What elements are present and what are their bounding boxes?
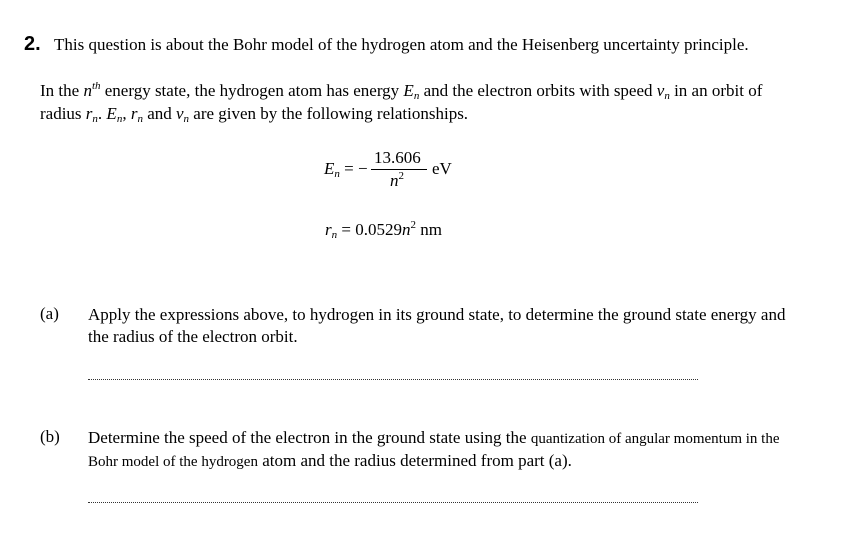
subscript-n: n — [331, 229, 338, 241]
intro-text: and the electron orbits with speed — [419, 81, 657, 100]
intro-text: are given by the following relationships. — [189, 104, 469, 123]
var-r: r — [130, 104, 138, 123]
subscript-n: n — [664, 90, 670, 102]
part-b-text — [88, 427, 780, 473]
intro-paragraph — [40, 79, 762, 125]
var-E: E — [106, 104, 117, 123]
energy-equation-lhs — [324, 159, 368, 179]
intro-line-1 — [40, 79, 762, 102]
var-v: v — [175, 104, 184, 123]
part-a-answer-line[interactable] — [88, 379, 698, 380]
subscript-n: n — [413, 90, 420, 102]
var-n: n — [83, 81, 92, 100]
intro-text: energy state, the hydrogen atom has energy — [100, 81, 404, 100]
part-a-label: (a) — [40, 304, 59, 323]
part-a-line-1: Apply the expressions above, to hydrogen in its ground state, to determine the ground state energy and — [88, 305, 786, 324]
part-b-line-1 — [88, 427, 780, 450]
part-b-text-span: Bohr model of the hydrogen — [88, 454, 258, 470]
radius-equation — [325, 220, 442, 240]
intro-text: radius — [40, 104, 86, 123]
separator: , — [122, 104, 131, 123]
part-b-line-2 — [88, 450, 780, 473]
part-b-label: (b) — [40, 427, 60, 446]
separator: . — [97, 104, 107, 123]
energy-denominator — [390, 171, 404, 191]
subscript-n: n — [137, 113, 143, 125]
part-b-text-span: atom and the radius determined from part (a). — [257, 451, 572, 470]
exponent-2: 2 — [398, 170, 404, 182]
part-a-line-2: the radius of the electron orbit. — [88, 327, 298, 346]
energy-unit: eV — [432, 159, 452, 178]
radius-value: = 0.0529 — [337, 220, 402, 239]
exponent-2: 2 — [410, 219, 416, 231]
subscript-n: n — [183, 113, 190, 125]
question-number: 2. — [24, 33, 41, 55]
intro-text: in an orbit of — [669, 81, 763, 100]
var-E: E — [324, 159, 335, 178]
var-v: v — [656, 81, 665, 100]
var-r: r — [325, 220, 332, 239]
part-a-text — [88, 304, 785, 348]
energy-numerator: 13.606 — [374, 148, 421, 167]
var-r: r — [85, 104, 93, 123]
question-title: This question is about the Bohr model of the hydrogen atom and the Heisenberg uncertainty principle. — [54, 35, 749, 54]
subscript-n: n — [334, 168, 340, 180]
superscript-th: th — [91, 80, 101, 92]
part-b-text-span: Determine the speed of the electron in the ground state using the — [88, 428, 531, 447]
var-n: n — [401, 220, 411, 239]
intro-line-2 — [40, 102, 762, 125]
subscript-n: n — [116, 113, 123, 125]
part-b-answer-line[interactable] — [88, 502, 698, 503]
var-E: E — [403, 81, 414, 100]
var-n: n — [390, 171, 399, 190]
equals-minus: = − — [339, 159, 368, 178]
part-b-text-span: quantization of angular momentum in the — [530, 431, 780, 447]
subscript-n: n — [92, 113, 98, 125]
intro-text: In the — [40, 81, 84, 100]
radius-unit: nm — [415, 220, 442, 239]
intro-text: and — [142, 104, 176, 123]
